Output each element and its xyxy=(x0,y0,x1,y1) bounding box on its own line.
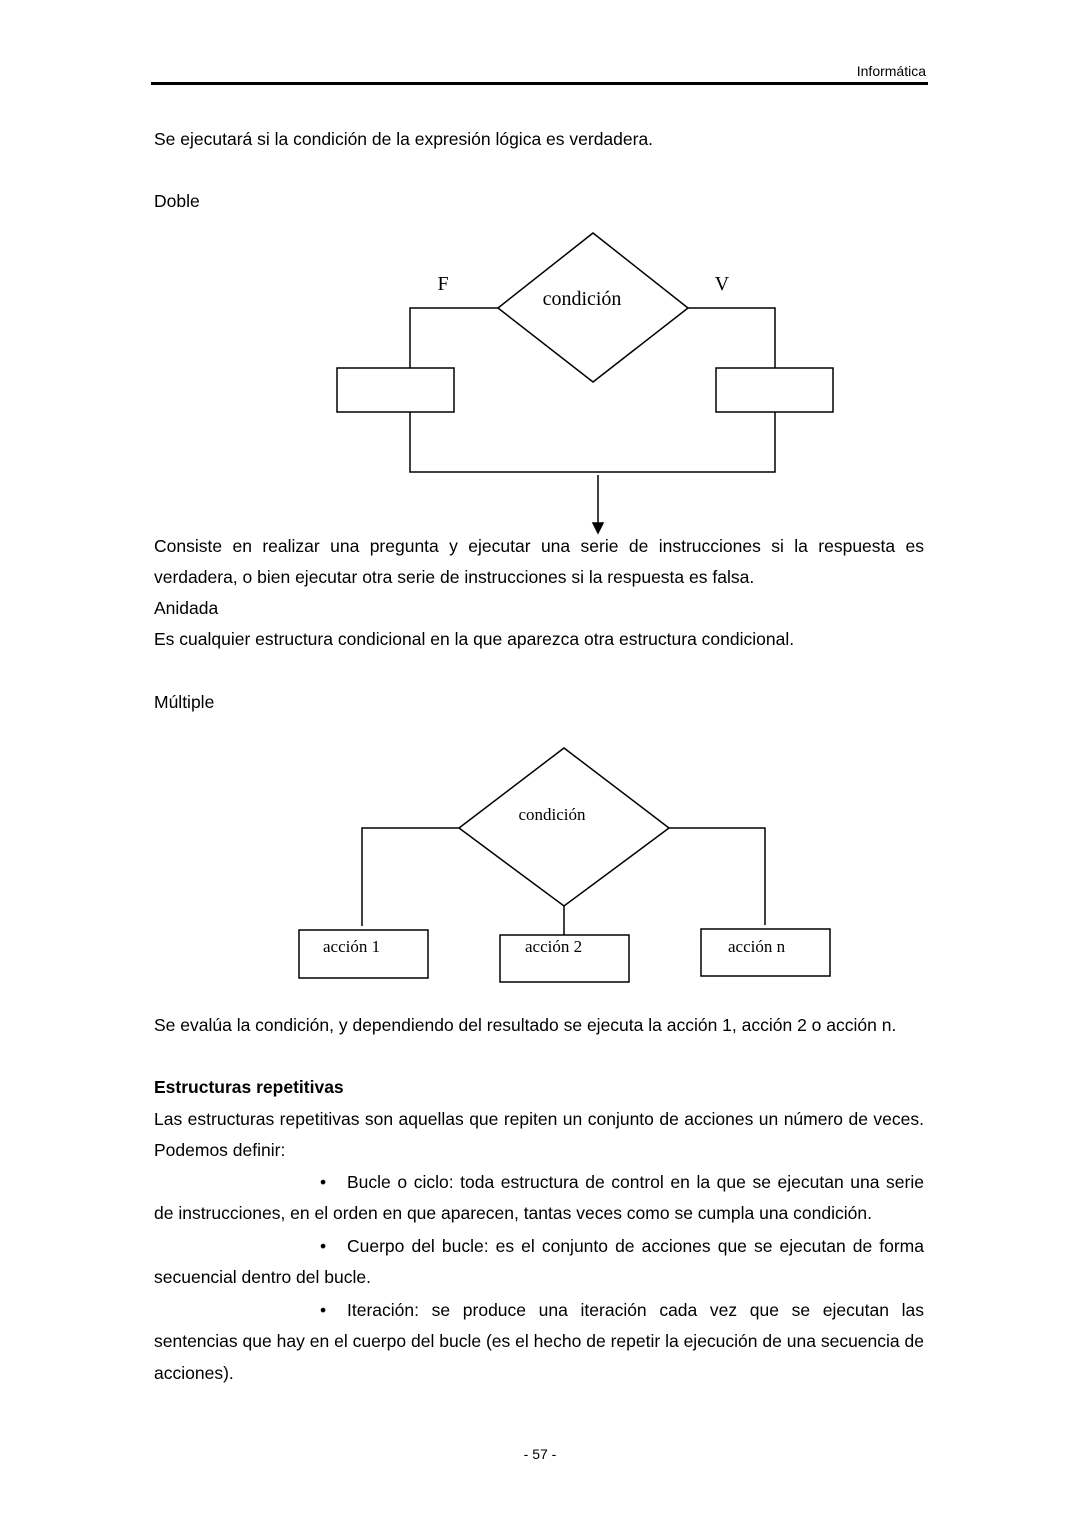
paragraph: Se evalúa la condición, y dependiendo del resultado se ejecuta la acción 1, acción 2 o acción n. xyxy=(154,1015,897,1035)
bullet-text: Bucle o ciclo: toda estructura de control en la que se ejecutan una serie de instrucciones, en el orden en que aparecen, tantas veces como se cumpla una condición. xyxy=(154,1172,924,1224)
action-label: acción 2 xyxy=(525,937,583,956)
label-doble: Doble xyxy=(154,191,200,211)
bullet-item xyxy=(154,1295,924,1389)
paragraph: Se ejecutará si la condición de la expresión lógica es verdadera. xyxy=(154,129,654,149)
bullet-icon: • xyxy=(320,1300,327,1320)
paragraph: Las estructuras repetitivas son aquellas que repiten un conjunto de acciones un número de veces. Podemos definir: xyxy=(154,1109,924,1161)
condition-diamond xyxy=(459,748,669,906)
label-multiple: Múltiple xyxy=(154,692,215,712)
page-number: - 57 - xyxy=(523,1446,557,1462)
false-label: F xyxy=(437,273,449,295)
bullet-text: Cuerpo del bucle: es el conjunto de acciones que se ejecutan de forma secuencial dentro del bucle. xyxy=(154,1236,924,1288)
action-label: acción n xyxy=(728,937,786,956)
header-title: Informática xyxy=(856,63,926,79)
action-label: acción 1 xyxy=(323,937,381,956)
paragraph: Es cualquier estructura condicional en la que aparezca otra estructura condicional. xyxy=(154,629,795,649)
diagram-doble xyxy=(337,233,833,533)
bullet-icon: • xyxy=(320,1236,327,1256)
false-action-box xyxy=(337,368,454,412)
label-anidada: Anidada xyxy=(154,598,219,618)
diagram-multiple xyxy=(299,748,830,982)
bullet-text: Iteración: se produce una iteración cada vez que se ejecutan las sentencias que hay en el cuerpo del bucle (es el hecho de repetir la ejecución de una secuencia de acciones). xyxy=(154,1300,924,1383)
bullet-item xyxy=(154,1231,924,1294)
bullet-icon: • xyxy=(320,1172,327,1192)
bullet-item xyxy=(154,1167,924,1230)
section-heading: Estructuras repetitivas xyxy=(154,1077,344,1097)
true-action-box xyxy=(716,368,833,412)
paragraph: Consiste en realizar una pregunta y ejecutar una serie de instrucciones si la respuesta es verdadera, o bien ejecutar otra serie de instrucciones si la respuesta es falsa. xyxy=(154,536,924,588)
true-label: V xyxy=(714,273,730,295)
condition-text: condición xyxy=(518,805,586,824)
condition-text: condición xyxy=(542,288,622,310)
